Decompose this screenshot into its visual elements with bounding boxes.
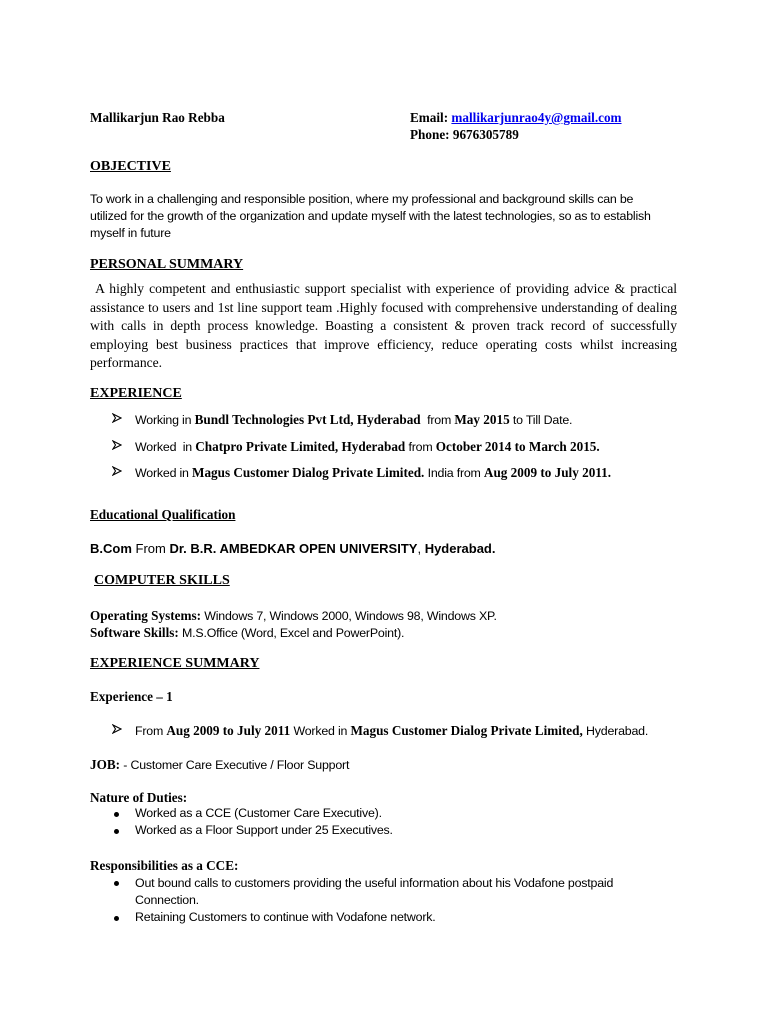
experience-item: Worked in Magus Customer Dialog Private Limited. India from Aug 2009 to July 2011. — [135, 465, 612, 480]
email-label: Email: — [410, 110, 449, 125]
candidate-name: Mallikarjun Rao Rebba — [90, 110, 225, 125]
phone-number: 9676305789 — [452, 127, 519, 142]
education-line: B.Com From Dr. B.R. AMBEDKAR OPEN UNIVERSITY, Hyderabad. — [90, 541, 496, 556]
computer-skills-heading: COMPUTER SKILLS — [94, 573, 230, 588]
arrow-bullet-icon — [112, 724, 122, 734]
university: Dr. B.R. AMBEDKAR OPEN UNIVERSITY — [169, 541, 418, 556]
duties-heading: Nature of Duties: — [90, 790, 188, 805]
bullet-icon — [114, 812, 119, 817]
experience-item: Worked in Chatpro Private Limited, Hyderabad from October 2014 to March 2015. — [135, 439, 600, 454]
city: Hyderabad. — [424, 541, 496, 556]
phone-label: Phone: — [410, 127, 450, 142]
email-link[interactable]: mallikarjunrao4y@gmail.com — [451, 110, 622, 125]
operating-systems-line: Operating Systems: Windows 7, Windows 2000, Windows 98, Windows XP. — [90, 608, 497, 623]
arrow-bullet-icon — [112, 413, 122, 423]
duty-item: Worked as a Floor Support under 25 Executives. — [135, 823, 393, 837]
bullet-icon — [114, 829, 119, 834]
arrow-bullet-icon — [112, 440, 122, 450]
responsibility-item: Out bound calls to customers providing the useful information about his Vodafone postpaid Connection. — [135, 876, 614, 907]
bullet-icon — [114, 881, 119, 886]
objective-text: To work in a challenging and responsible position, where my professional and background skills can be utilized for the growth of the organization and update myself with the latest technologies, so as to establish myself in future — [90, 192, 651, 240]
bullet-icon — [114, 916, 119, 921]
experience-1-item: From Aug 2009 to July 2011 Worked in Magus Customer Dialog Private Limited, Hyderabad. — [135, 723, 649, 738]
software-skills-line: Software Skills: M.S.Office (Word, Excel and PowerPoint). — [90, 625, 405, 640]
responsibility-item: Retaining Customers to continue with Vodafone network. — [135, 910, 436, 924]
job-line: JOB: - Customer Care Executive / Floor Support — [90, 757, 350, 772]
email-line — [410, 110, 622, 126]
phone-line — [410, 127, 519, 143]
personal-summary-heading: PERSONAL SUMMARY — [90, 257, 244, 272]
arrow-bullet-icon — [112, 466, 122, 476]
experience-summary-heading: EXPERIENCE SUMMARY — [90, 656, 260, 671]
experience-item: Working in Bundl Technologies Pvt Ltd, Hyderabad from May 2015 to Till Date. — [135, 412, 573, 427]
objective-heading: OBJECTIVE — [90, 159, 171, 174]
personal-summary-text: A highly competent and enthusiastic support specialist with experience of providing advice & practical assistance to users and 1st line support team .Highly focused with comprehensive understanding of dealing with calls in depth process knowledge. Boasting a consistent & proven track record of successfully employing best business practices that improve efficiency, reduce operating costs whilst increasing performance. — [90, 281, 681, 371]
experience-heading: EXPERIENCE — [90, 386, 182, 401]
experience-1-heading: Experience – 1 — [90, 689, 173, 704]
duty-item: Worked as a CCE (Customer Care Executive). — [135, 806, 382, 820]
responsibilities-heading: Responsibilities as a CCE: — [90, 858, 239, 873]
degree: B.Com — [90, 541, 132, 556]
education-heading: Educational Qualification — [90, 507, 236, 522]
